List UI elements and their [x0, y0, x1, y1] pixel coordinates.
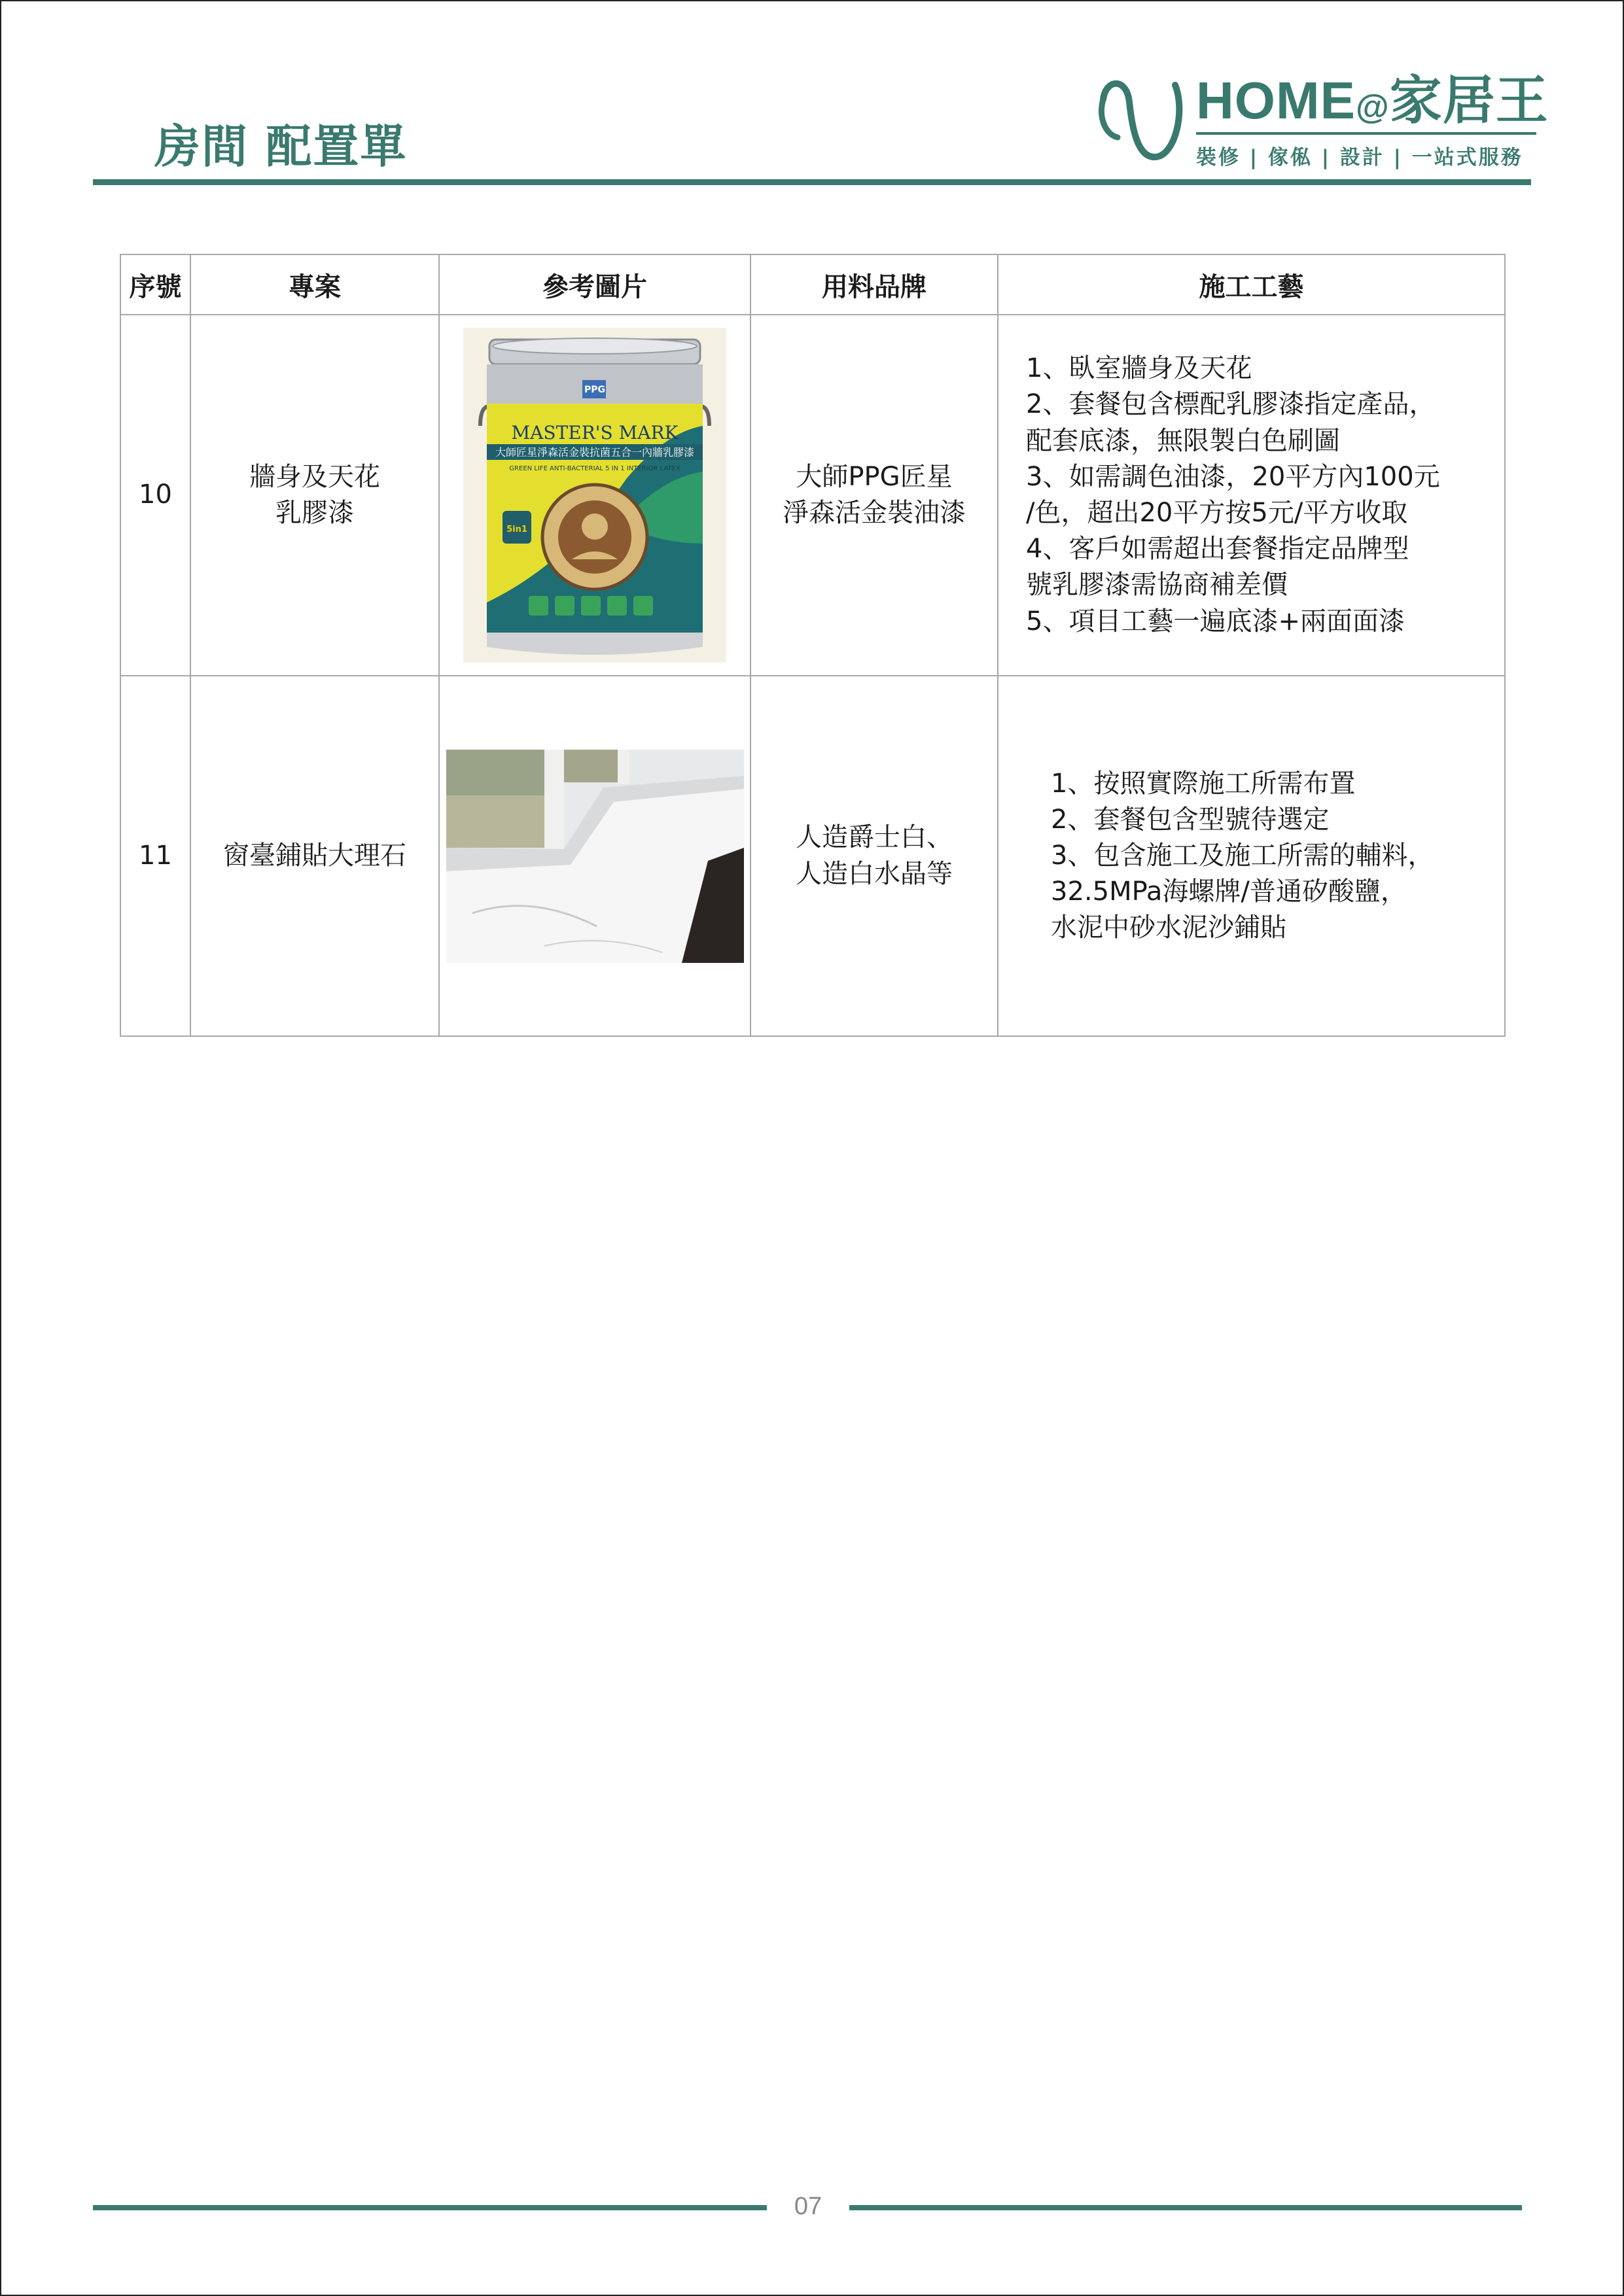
marble-windowsill-photo — [446, 750, 744, 963]
craft-line: 配套底漆，無限製白色刷圖 — [1026, 425, 1340, 456]
table-row — [120, 676, 1505, 1036]
craft-line: 5、項目工藝一遍底漆+兩面面漆 — [1026, 606, 1405, 636]
row-image — [439, 315, 750, 676]
craft-line: 1、臥室牆身及天花 — [1026, 353, 1252, 384]
header-image: 參考圖片 — [439, 254, 750, 315]
table-header-row — [120, 254, 1505, 315]
footer-rule-right — [849, 2205, 1522, 2210]
row-item — [190, 676, 439, 1036]
row-craft — [998, 676, 1505, 1036]
brand-logo — [1094, 71, 1549, 170]
craft-line: 2、套餐包含標配乳膠漆指定產品， — [1026, 389, 1436, 420]
craft-line: 號乳膠漆需協商補差價 — [1026, 570, 1288, 600]
config-table — [120, 254, 1506, 1037]
header-craft: 施工工藝 — [998, 254, 1505, 315]
item-line: 牆身及天花 — [249, 461, 380, 492]
craft-line: 3、如需調色油漆，20平方內100元 — [1026, 461, 1440, 492]
svg-text:大師匠星淨森活金裝抗菌五合一內牆乳膠漆: 大師匠星淨森活金裝抗菌五合一內牆乳膠漆 — [495, 446, 695, 459]
table-row — [120, 315, 1505, 676]
craft-line: 水泥中砂水泥沙鋪貼 — [1051, 913, 1286, 943]
craft-list — [998, 766, 1504, 947]
row-number: 10 — [120, 315, 190, 676]
brand-tagline: 裝修 | 傢俬 | 設計 | 一站式服務 — [1196, 146, 1523, 169]
svg-text:MASTER'S MARK: MASTER'S MARK — [511, 422, 679, 444]
row-brand — [750, 315, 998, 676]
row-number: 11 — [120, 676, 190, 1036]
craft-line: 32.5MPa海螺牌/普通矽酸鹽， — [1051, 877, 1407, 907]
footer-rule-left — [93, 2205, 767, 2210]
svg-text:PPG: PPG — [584, 385, 606, 395]
header-item: 專案 — [190, 254, 439, 315]
row-item — [190, 315, 439, 676]
svg-text:5in1: 5in1 — [506, 525, 527, 534]
header-no: 序號 — [120, 254, 190, 315]
row-brand — [750, 676, 998, 1036]
craft-line: /色，超出20平方按5元/平方收取 — [1026, 498, 1408, 528]
header-brand: 用料品牌 — [750, 254, 998, 315]
brand-line: 人造白水晶等 — [796, 858, 953, 889]
brand-line: 大師PPG匠星 — [796, 461, 953, 492]
page-title: 房間 配置單 — [154, 120, 408, 173]
craft-line: 3、包含施工及施工所需的輔料， — [1051, 840, 1434, 871]
craft-line: 2、套餐包含型號待選定 — [1051, 804, 1330, 835]
craft-line: 4、客戶如需超出套餐指定品牌型 — [1026, 534, 1409, 565]
row-image — [439, 676, 750, 1036]
item-line: 乳膠漆 — [275, 498, 354, 528]
page-number: 07 — [794, 2193, 822, 2220]
item-line: 窗臺鋪貼大理石 — [223, 840, 406, 871]
header-rule — [93, 179, 1531, 185]
brand-wordmark: HOME@家居王 — [1196, 71, 1549, 130]
brand-line: 淨森活金裝油漆 — [783, 498, 966, 528]
paint-can-icon — [463, 328, 726, 663]
brand-underline — [1196, 132, 1536, 135]
craft-line: 1、按照實際施工所需布置 — [1051, 768, 1356, 799]
v-logo-icon — [1094, 72, 1192, 170]
svg-text:GREEN LIFE ANTI-BACTERIAL 5 IN: GREEN LIFE ANTI-BACTERIAL 5 IN 1 INTERIOR LATEX — [509, 465, 680, 472]
craft-list — [998, 351, 1504, 640]
brand-line: 人造爵士白、 — [796, 822, 953, 853]
row-craft — [998, 315, 1505, 676]
